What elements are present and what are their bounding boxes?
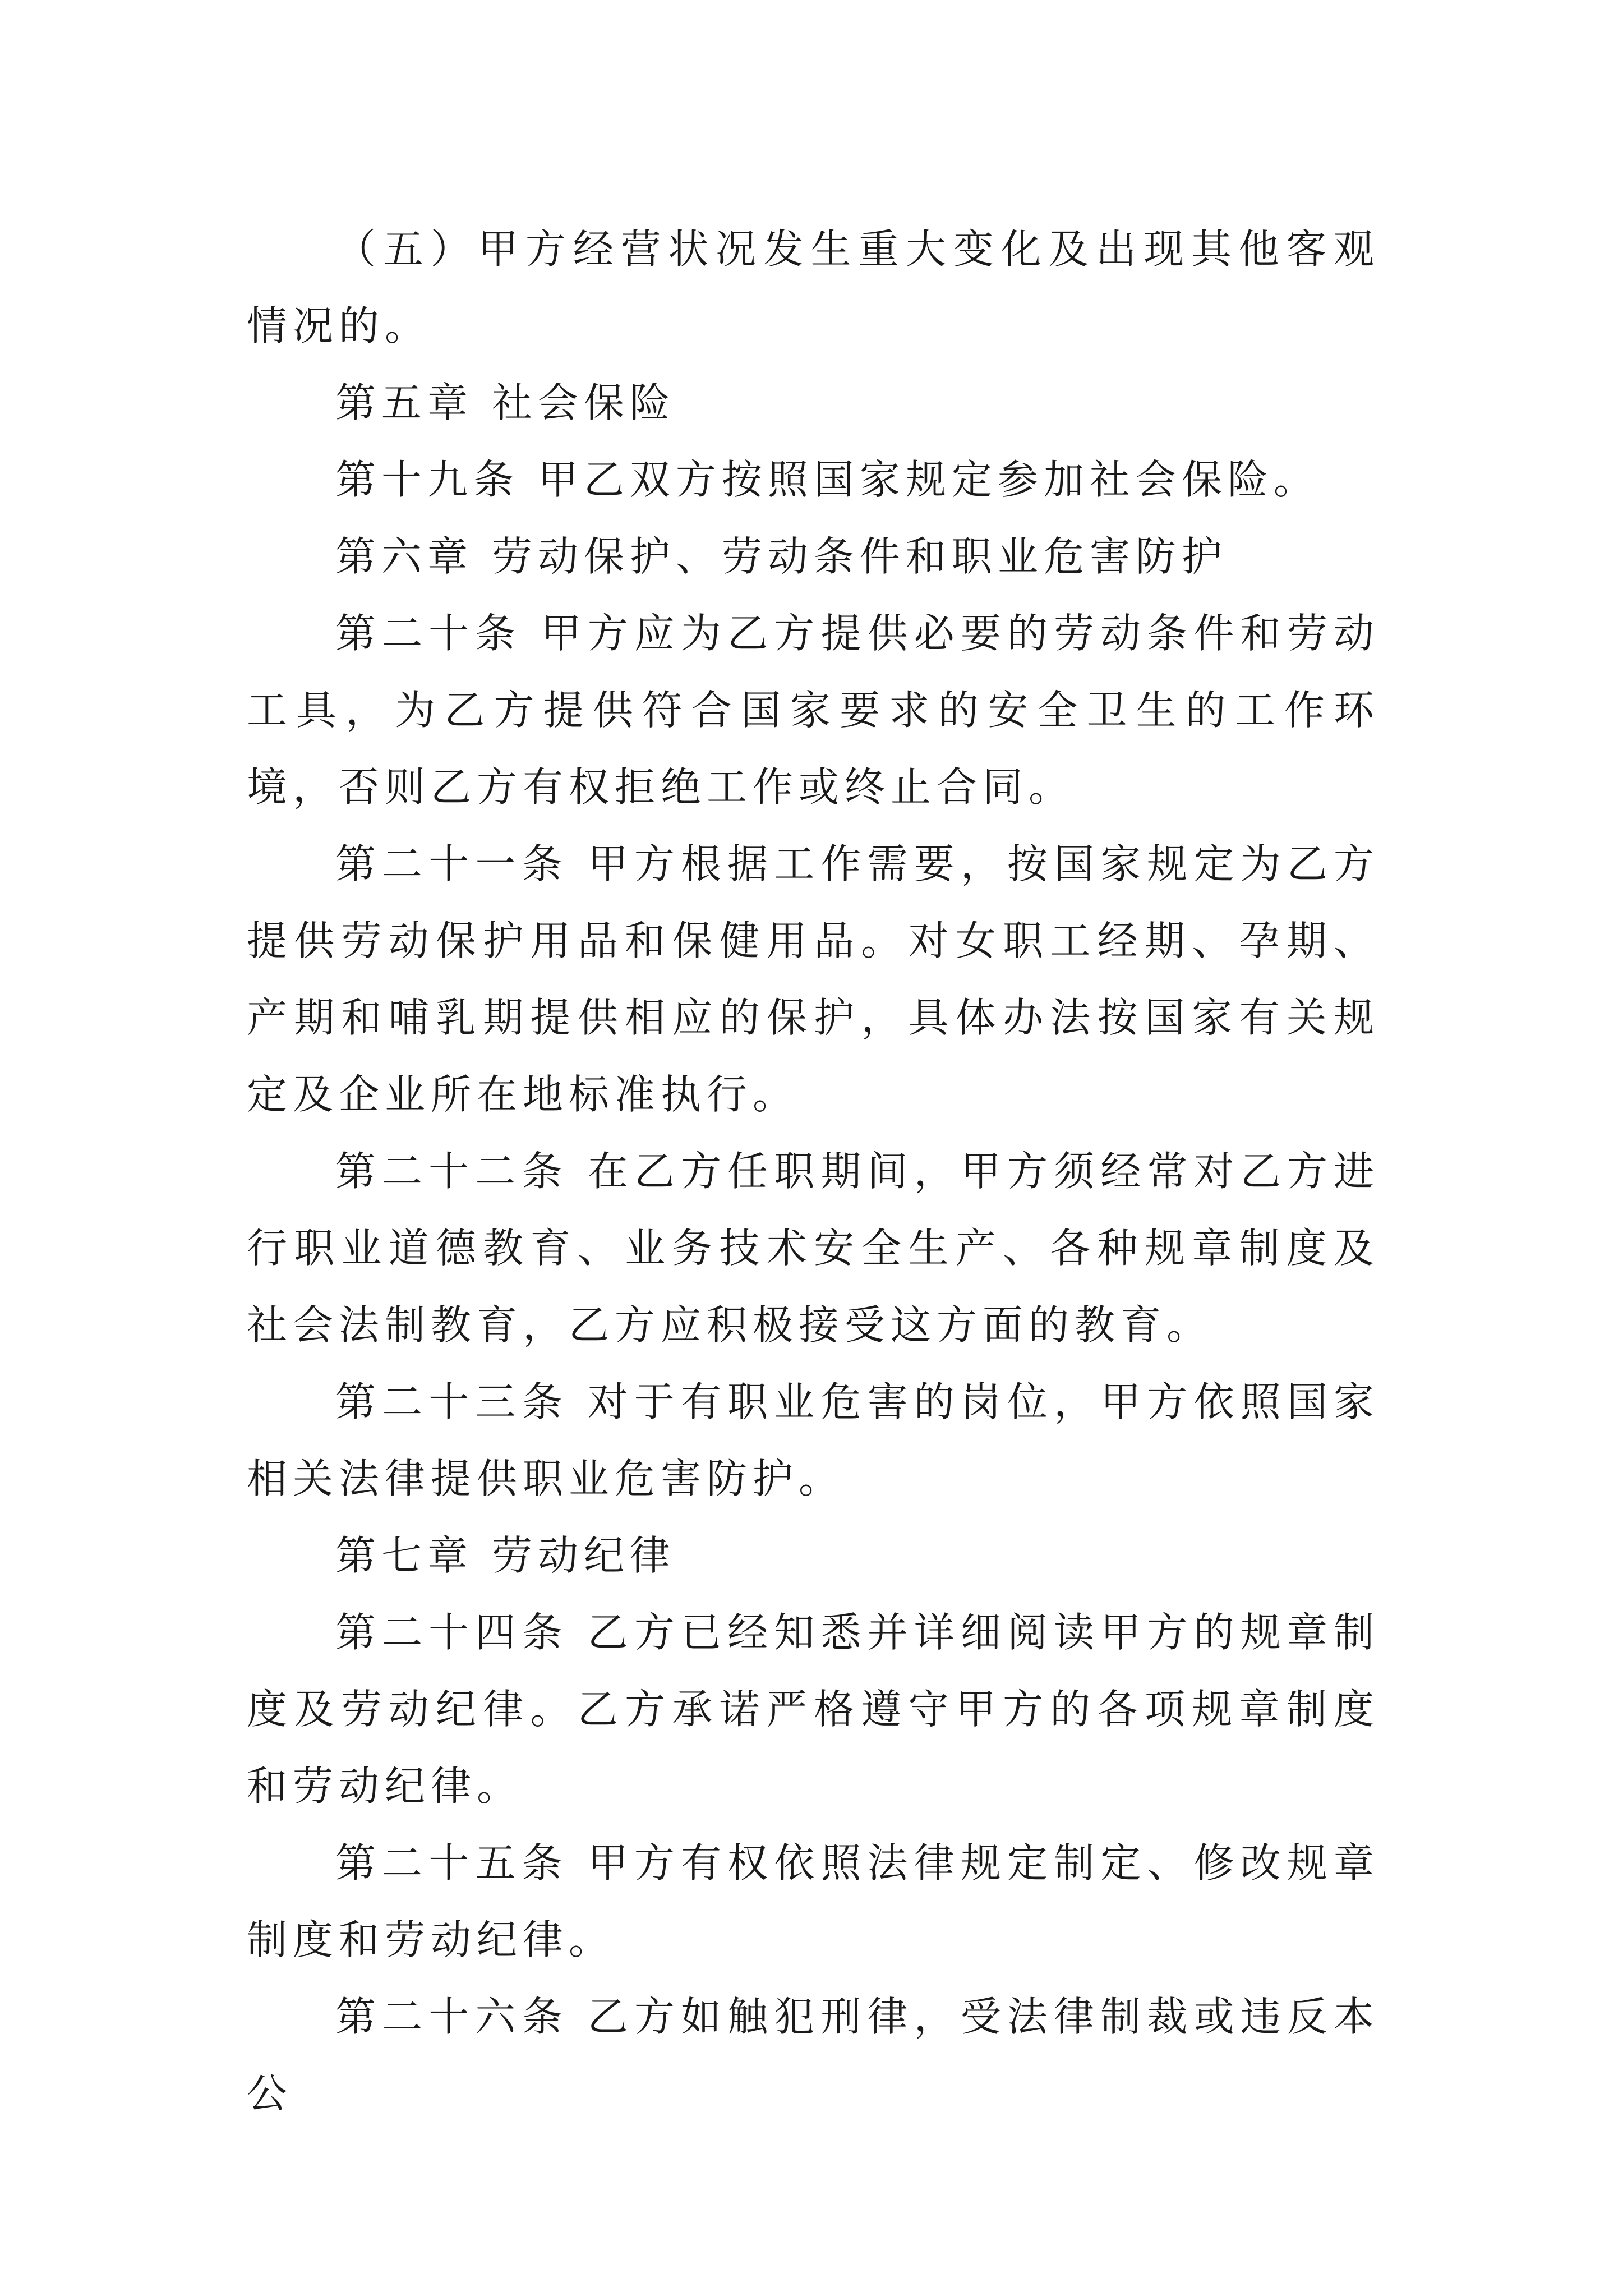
article-25: 第二十五条 甲方有权依照法律规定制定、修改规章制度和劳动纪律。 (247, 1839, 1380, 1963)
article-23: 第二十三条 对于有职业危害的岗位，甲方依照国家相关法律提供职业危害防护。 (247, 1378, 1380, 1502)
article-24: 第二十四条 乙方已经知悉并详细阅读甲方的规章制度及劳动纪律。乙方承诺严格遵守甲方的各项规章制度和劳动纪律。 (247, 1609, 1380, 1810)
document-body (247, 211, 1380, 2132)
paragraph-item-5: （五）甲方经营状况发生重大变化及出现其他客观情况的。 (247, 226, 1380, 349)
article-22: 第二十二条 在乙方任职期间，甲方须经常对乙方进行职业道德教育、业务技术安全生产、各种规章制度及社会法制教育，乙方应积极接受这方面的教育。 (247, 1148, 1380, 1349)
article-20: 第二十条 甲方应为乙方提供必要的劳动条件和劳动工具，为乙方提供符合国家要求的安全卫生的工作环境，否则乙方有权拒绝工作或终止合同。 (247, 610, 1380, 811)
chapter-heading-6: 第六章 劳动保护、劳动条件和职业危害防护 (335, 533, 1228, 580)
article-26: 第二十六条 乙方如触犯刑律，受法律制裁或违反本公 (247, 1993, 1380, 2117)
chapter-heading-5: 第五章 社会保险 (335, 379, 676, 426)
article-21: 第二十一条 甲方根据工作需要，按国家规定为乙方提供劳动保护用品和保健用品。对女职工经期、孕期、产期和哺乳期提供相应的保护，具体办法按国家有关规定及企业所在地标准执行。 (247, 840, 1380, 1118)
chapter-heading-7: 第七章 劳动纪律 (335, 1532, 676, 1579)
article-19: 第十九条 甲乙双方按照国家规定参加社会保险。 (335, 456, 1320, 503)
